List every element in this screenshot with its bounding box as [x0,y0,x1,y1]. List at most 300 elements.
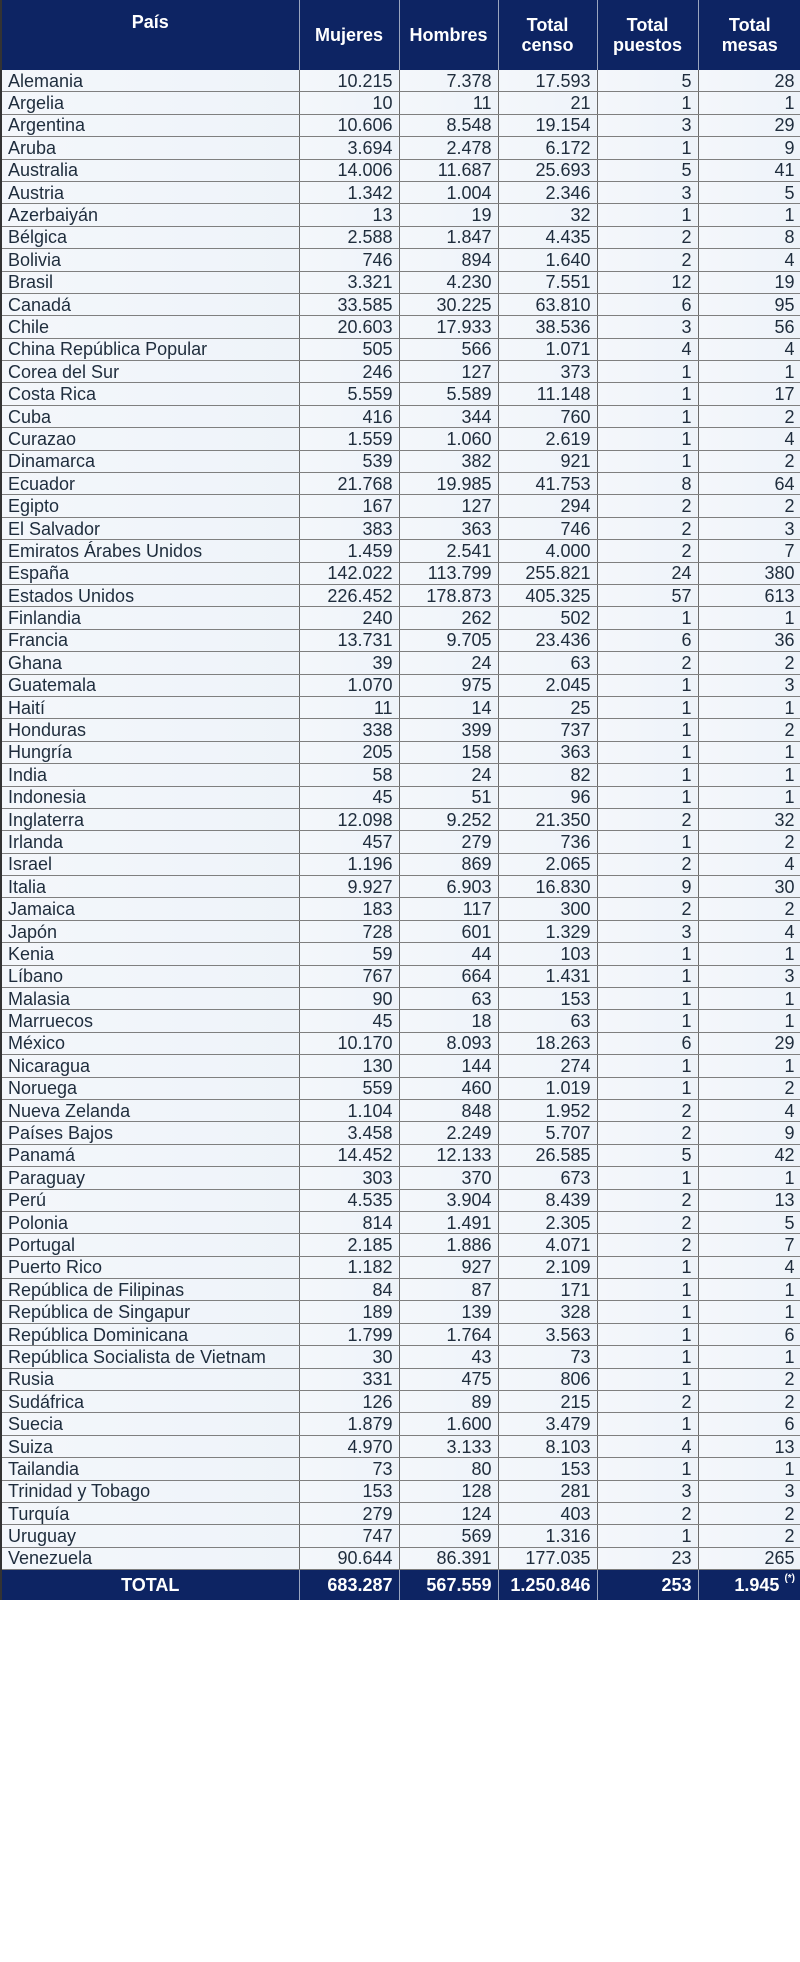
header-hombres: Hombres [399,0,498,70]
cell-total-mesas: 1 [698,607,800,629]
cell-hombres: 279 [399,831,498,853]
cell-pais: Panamá [1,1144,299,1166]
table-row [1,1256,800,1278]
cell-hombres: 569 [399,1525,498,1547]
cell-pais: El Salvador [1,517,299,539]
cell-total-puestos: 6 [597,629,698,651]
cell-pais: Chile [1,316,299,338]
cell-total-puestos: 1 [597,1055,698,1077]
cell-mujeres: 183 [299,898,399,920]
cell-hombres: 18 [399,1010,498,1032]
cell-hombres: 87 [399,1279,498,1301]
cell-mujeres: 1.104 [299,1099,399,1121]
cell-total-puestos: 1 [597,405,698,427]
cell-total-puestos: 1 [597,943,698,965]
table-row [1,1525,800,1547]
cell-hombres: 11.687 [399,159,498,181]
cell-total-puestos: 1 [597,204,698,226]
cell-total-censo: 17.593 [498,70,597,92]
table-row [1,1458,800,1480]
cell-mujeres: 2.185 [299,1234,399,1256]
cell-hombres: 4.230 [399,271,498,293]
cell-total-mesas: 1 [698,1279,800,1301]
cell-total-mesas: 1 [698,92,800,114]
cell-total-puestos: 1 [597,137,698,159]
total-row [1,1570,800,1601]
cell-total-mesas: 1 [698,1346,800,1368]
cell-hombres: 124 [399,1503,498,1525]
cell-total-mesas: 1 [698,1010,800,1032]
table-row [1,204,800,226]
table-row [1,1234,800,1256]
cell-total-censo: 63.810 [498,293,597,315]
cell-total-censo: 21 [498,92,597,114]
table-row [1,786,800,808]
cell-hombres: 89 [399,1391,498,1413]
table-row [1,1122,800,1144]
cell-mujeres: 505 [299,338,399,360]
cell-total-censo: 2.045 [498,674,597,696]
total-censo: 1.250.846 [498,1570,597,1601]
cell-hombres: 19 [399,204,498,226]
cell-hombres: 3.133 [399,1435,498,1457]
table-row [1,988,800,1010]
cell-mujeres: 189 [299,1301,399,1323]
table-row [1,629,800,651]
cell-hombres: 975 [399,674,498,696]
cell-total-mesas: 1 [698,988,800,1010]
cell-hombres: 9.252 [399,808,498,830]
cell-mujeres: 303 [299,1167,399,1189]
cell-pais: Israel [1,853,299,875]
cell-pais: Ghana [1,652,299,674]
header-mujeres: Mujeres [299,0,399,70]
cell-mujeres: 39 [299,652,399,674]
table-row [1,450,800,472]
cell-hombres: 178.873 [399,584,498,606]
cell-pais: Nicaragua [1,1055,299,1077]
cell-total-censo: 38.536 [498,316,597,338]
cell-total-puestos: 1 [597,786,698,808]
cell-pais: Inglaterra [1,808,299,830]
cell-pais: Haití [1,696,299,718]
cell-pais: Finlandia [1,607,299,629]
cell-mujeres: 457 [299,831,399,853]
table-footer [1,1570,800,1601]
cell-total-mesas: 2 [698,898,800,920]
cell-total-mesas: 30 [698,876,800,898]
cell-pais: Rusia [1,1368,299,1390]
cell-mujeres: 1.879 [299,1413,399,1435]
cell-total-censo: 26.585 [498,1144,597,1166]
table-row [1,70,800,92]
cell-pais: Tailandia [1,1458,299,1480]
cell-total-puestos: 1 [597,1077,698,1099]
cell-hombres: 8.548 [399,114,498,136]
cell-total-censo: 6.172 [498,137,597,159]
cell-total-puestos: 57 [597,584,698,606]
cell-hombres: 117 [399,898,498,920]
table-row [1,853,800,875]
cell-total-mesas: 28 [698,70,800,92]
cell-total-mesas: 2 [698,495,800,517]
cell-mujeres: 167 [299,495,399,517]
cell-total-censo: 19.154 [498,114,597,136]
cell-total-mesas: 4 [698,1099,800,1121]
cell-total-censo: 4.000 [498,540,597,562]
cell-pais: Uruguay [1,1525,299,1547]
cell-total-censo: 2.346 [498,181,597,203]
table-row [1,1055,800,1077]
cell-pais: Sudáfrica [1,1391,299,1413]
cell-total-mesas: 8 [698,226,800,248]
cell-total-puestos: 2 [597,1234,698,1256]
table-row [1,876,800,898]
cell-total-censo: 153 [498,1458,597,1480]
table-row [1,137,800,159]
cell-total-puestos: 1 [597,965,698,987]
cell-total-censo: 23.436 [498,629,597,651]
cell-total-mesas: 1 [698,943,800,965]
cell-total-puestos: 5 [597,159,698,181]
table-row [1,226,800,248]
cell-total-puestos: 23 [597,1547,698,1569]
cell-mujeres: 84 [299,1279,399,1301]
cell-mujeres: 14.452 [299,1144,399,1166]
cell-total-censo: 274 [498,1055,597,1077]
cell-hombres: 19.985 [399,473,498,495]
cell-total-puestos: 3 [597,114,698,136]
cell-pais: República Dominicana [1,1323,299,1345]
cell-mujeres: 1.182 [299,1256,399,1278]
cell-hombres: 127 [399,495,498,517]
cell-total-censo: 1.019 [498,1077,597,1099]
cell-total-censo: 2.065 [498,853,597,875]
cell-total-puestos: 3 [597,316,698,338]
cell-pais: Noruega [1,1077,299,1099]
header-total-mesas: Total mesas [698,0,800,70]
cell-total-mesas: 1 [698,1167,800,1189]
table-row [1,1346,800,1368]
cell-total-puestos: 6 [597,1032,698,1054]
cell-mujeres: 5.559 [299,383,399,405]
table-row [1,114,800,136]
cell-pais: Malasia [1,988,299,1010]
cell-mujeres: 142.022 [299,562,399,584]
cell-hombres: 17.933 [399,316,498,338]
cell-pais: Puerto Rico [1,1256,299,1278]
cell-mujeres: 10.215 [299,70,399,92]
cell-mujeres: 12.098 [299,808,399,830]
cell-mujeres: 10.606 [299,114,399,136]
cell-pais: Trinidad y Tobago [1,1480,299,1502]
cell-mujeres: 4.535 [299,1189,399,1211]
cell-hombres: 664 [399,965,498,987]
cell-pais: Dinamarca [1,450,299,472]
cell-total-censo: 3.563 [498,1323,597,1345]
cell-pais: Corea del Sur [1,361,299,383]
cell-total-censo: 4.435 [498,226,597,248]
cell-mujeres: 416 [299,405,399,427]
cell-total-puestos: 5 [597,70,698,92]
cell-pais: Austria [1,181,299,203]
cell-pais: Suiza [1,1435,299,1457]
cell-total-mesas: 3 [698,517,800,539]
cell-total-mesas: 1 [698,1055,800,1077]
total-mesas-footnote: (*) [784,1572,795,1584]
cell-total-censo: 4.071 [498,1234,597,1256]
table-row [1,1435,800,1457]
cell-total-censo: 806 [498,1368,597,1390]
cell-total-censo: 921 [498,450,597,472]
cell-total-mesas: 3 [698,965,800,987]
cell-total-mesas: 13 [698,1435,800,1457]
table-row [1,517,800,539]
table-row [1,898,800,920]
cell-mujeres: 13 [299,204,399,226]
cell-total-mesas: 9 [698,1122,800,1144]
cell-pais: India [1,764,299,786]
table-row [1,1279,800,1301]
cell-total-puestos: 1 [597,831,698,853]
cell-mujeres: 1.342 [299,181,399,203]
cell-pais: Nueva Zelanda [1,1099,299,1121]
cell-pais: Suecia [1,1413,299,1435]
cell-mujeres: 3.694 [299,137,399,159]
cell-total-puestos: 2 [597,1189,698,1211]
cell-total-puestos: 2 [597,1211,698,1233]
table-row [1,181,800,203]
cell-pais: Turquía [1,1503,299,1525]
table-row [1,1077,800,1099]
cell-total-censo: 328 [498,1301,597,1323]
cell-total-mesas: 2 [698,1368,800,1390]
cell-mujeres: 246 [299,361,399,383]
cell-total-mesas: 2 [698,1525,800,1547]
cell-pais: Bolivia [1,249,299,271]
cell-total-censo: 25 [498,696,597,718]
cell-total-censo: 25.693 [498,159,597,181]
table-row [1,1144,800,1166]
cell-total-censo: 103 [498,943,597,965]
cell-mujeres: 1.070 [299,674,399,696]
table-row [1,159,800,181]
cell-mujeres: 45 [299,1010,399,1032]
cell-pais: Egipto [1,495,299,517]
cell-total-mesas: 4 [698,249,800,271]
table-row [1,1413,800,1435]
cell-total-puestos: 2 [597,226,698,248]
cell-pais: México [1,1032,299,1054]
cell-total-mesas: 265 [698,1547,800,1569]
cell-total-puestos: 1 [597,764,698,786]
cell-pais: Indonesia [1,786,299,808]
cell-total-censo: 11.148 [498,383,597,405]
cell-pais: Japón [1,920,299,942]
cell-total-censo: 760 [498,405,597,427]
cell-hombres: 2.478 [399,137,498,159]
cell-mujeres: 90 [299,988,399,1010]
cell-total-censo: 7.551 [498,271,597,293]
cell-total-censo: 8.439 [498,1189,597,1211]
cell-total-mesas: 56 [698,316,800,338]
cell-pais: Argentina [1,114,299,136]
table-row [1,920,800,942]
cell-hombres: 9.705 [399,629,498,651]
cell-total-puestos: 4 [597,1435,698,1457]
table-header [1,0,800,70]
cell-hombres: 44 [399,943,498,965]
table-row [1,831,800,853]
cell-total-mesas: 6 [698,1413,800,1435]
cell-total-puestos: 1 [597,741,698,763]
cell-pais: Italia [1,876,299,898]
cell-total-mesas: 2 [698,405,800,427]
cell-total-censo: 255.821 [498,562,597,584]
cell-total-puestos: 2 [597,1391,698,1413]
cell-total-censo: 1.640 [498,249,597,271]
cell-total-mesas: 613 [698,584,800,606]
table-row [1,696,800,718]
cell-mujeres: 3.321 [299,271,399,293]
cell-total-censo: 673 [498,1167,597,1189]
cell-total-mesas: 17 [698,383,800,405]
header-pais: País [1,0,299,70]
cell-total-puestos: 2 [597,249,698,271]
cell-total-puestos: 1 [597,1413,698,1435]
cell-hombres: 1.060 [399,428,498,450]
table-row [1,1323,800,1345]
cell-total-mesas: 2 [698,1391,800,1413]
table-row [1,741,800,763]
cell-total-puestos: 24 [597,562,698,584]
cell-total-mesas: 29 [698,114,800,136]
cell-total-mesas: 7 [698,1234,800,1256]
table-row [1,1480,800,1502]
cell-mujeres: 10.170 [299,1032,399,1054]
cell-total-puestos: 2 [597,808,698,830]
cell-mujeres: 767 [299,965,399,987]
cell-total-mesas: 1 [698,786,800,808]
cell-mujeres: 814 [299,1211,399,1233]
cell-pais: Kenia [1,943,299,965]
cell-pais: Francia [1,629,299,651]
cell-total-puestos: 3 [597,181,698,203]
cell-total-puestos: 1 [597,450,698,472]
cell-total-mesas: 4 [698,428,800,450]
cell-hombres: 144 [399,1055,498,1077]
cell-total-mesas: 29 [698,1032,800,1054]
cell-total-censo: 736 [498,831,597,853]
cell-mujeres: 205 [299,741,399,763]
cell-total-censo: 153 [498,988,597,1010]
cell-mujeres: 33.585 [299,293,399,315]
cell-total-puestos: 1 [597,607,698,629]
cell-pais: España [1,562,299,584]
table-row [1,1167,800,1189]
cell-total-puestos: 1 [597,92,698,114]
header-total-censo: Total censo [498,0,597,70]
table-row [1,607,800,629]
cell-total-censo: 41.753 [498,473,597,495]
cell-total-mesas: 1 [698,1458,800,1480]
table-row [1,428,800,450]
cell-mujeres: 559 [299,1077,399,1099]
cell-pais: Irlanda [1,831,299,853]
cell-total-puestos: 9 [597,876,698,898]
cell-hombres: 1.847 [399,226,498,248]
cell-total-puestos: 1 [597,719,698,741]
cell-pais: Hungría [1,741,299,763]
cell-mujeres: 58 [299,764,399,786]
table-row [1,943,800,965]
table-row [1,808,800,830]
cell-mujeres: 14.006 [299,159,399,181]
cell-total-mesas: 1 [698,1301,800,1323]
cell-mujeres: 2.588 [299,226,399,248]
cell-total-censo: 177.035 [498,1547,597,1569]
cell-total-censo: 63 [498,1010,597,1032]
cell-hombres: 11 [399,92,498,114]
cell-pais: Paraguay [1,1167,299,1189]
cell-hombres: 848 [399,1099,498,1121]
cell-pais: República de Filipinas [1,1279,299,1301]
cell-hombres: 80 [399,1458,498,1480]
cell-total-puestos: 1 [597,1458,698,1480]
cell-total-mesas: 4 [698,1256,800,1278]
cell-hombres: 1.764 [399,1323,498,1345]
table-row [1,361,800,383]
cell-total-censo: 5.707 [498,1122,597,1144]
table-row [1,1211,800,1233]
table-row [1,495,800,517]
cell-mujeres: 153 [299,1480,399,1502]
cell-pais: Cuba [1,405,299,427]
table-row [1,562,800,584]
cell-total-censo: 2.619 [498,428,597,450]
cell-mujeres: 126 [299,1391,399,1413]
cell-total-mesas: 380 [698,562,800,584]
cell-total-puestos: 6 [597,293,698,315]
cell-pais: Canadá [1,293,299,315]
cell-total-puestos: 1 [597,1279,698,1301]
cell-total-puestos: 5 [597,1144,698,1166]
cell-hombres: 399 [399,719,498,741]
cell-mujeres: 728 [299,920,399,942]
cell-total-censo: 403 [498,1503,597,1525]
cell-pais: Bélgica [1,226,299,248]
cell-total-mesas: 41 [698,159,800,181]
cell-total-mesas: 2 [698,719,800,741]
cell-hombres: 370 [399,1167,498,1189]
cell-total-puestos: 1 [597,1368,698,1390]
cell-total-mesas: 9 [698,137,800,159]
table-row [1,383,800,405]
cell-total-censo: 737 [498,719,597,741]
cell-pais: Venezuela [1,1547,299,1569]
cell-hombres: 363 [399,517,498,539]
table-row [1,1099,800,1121]
cell-pais: Jamaica [1,898,299,920]
table-row [1,1301,800,1323]
cell-mujeres: 331 [299,1368,399,1390]
cell-pais: Estados Unidos [1,584,299,606]
cell-total-puestos: 3 [597,1480,698,1502]
table-row [1,293,800,315]
cell-total-mesas: 7 [698,540,800,562]
cell-mujeres: 747 [299,1525,399,1547]
cell-hombres: 113.799 [399,562,498,584]
